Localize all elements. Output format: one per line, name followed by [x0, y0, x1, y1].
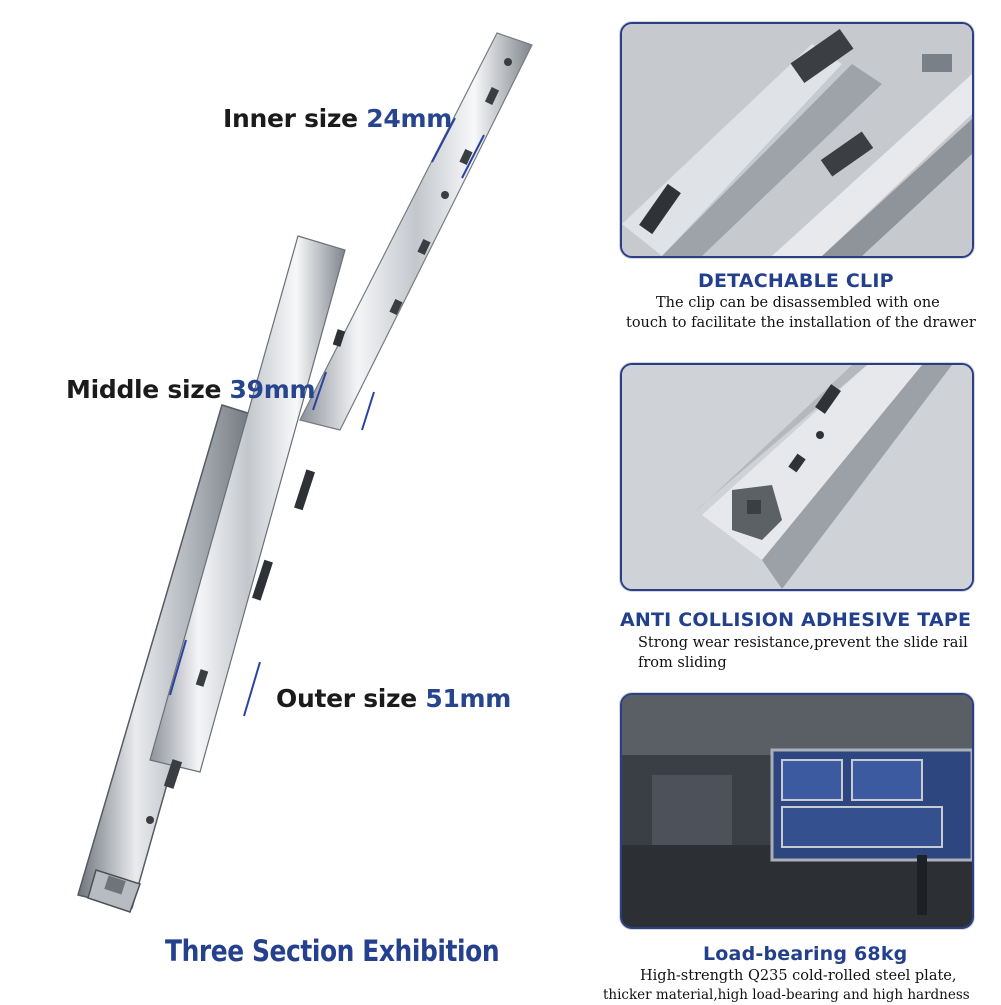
inner-size-label: Inner size 24mm [223, 104, 452, 133]
feature-desc-detachable-clip-line1: The clip can be disassembled with one [656, 295, 940, 311]
feature-desc-anti-collision-line2: from sliding [638, 655, 727, 671]
feature-desc-load-bearing-line2: thicker material,high load-bearing and high hardness [603, 987, 970, 1003]
detachable-clip-photo [620, 22, 974, 258]
feature-title-detachable-clip: DETACHABLE CLIP [698, 270, 894, 292]
load-bearing-photo [620, 693, 974, 929]
outer-size-label: Outer size 51mm [276, 684, 512, 713]
feature-title-anti-collision: ANTI COLLISION ADHESIVE TAPE [620, 609, 972, 631]
middle-size-label: Middle size 39mm [66, 375, 316, 404]
three-section-title: Three Section Exhibition [165, 934, 500, 968]
feature-title-load-bearing: Load-bearing 68kg [703, 943, 908, 965]
feature-desc-load-bearing-line1: High-strength Q235 cold-rolled steel plate, [640, 968, 957, 984]
feature-desc-detachable-clip-line2: touch to facilitate the installation of the drawer [626, 315, 976, 331]
feature-desc-anti-collision-line1: Strong wear resistance,prevent the slide rail [638, 635, 968, 651]
anti-collision-tape-photo [620, 363, 974, 591]
